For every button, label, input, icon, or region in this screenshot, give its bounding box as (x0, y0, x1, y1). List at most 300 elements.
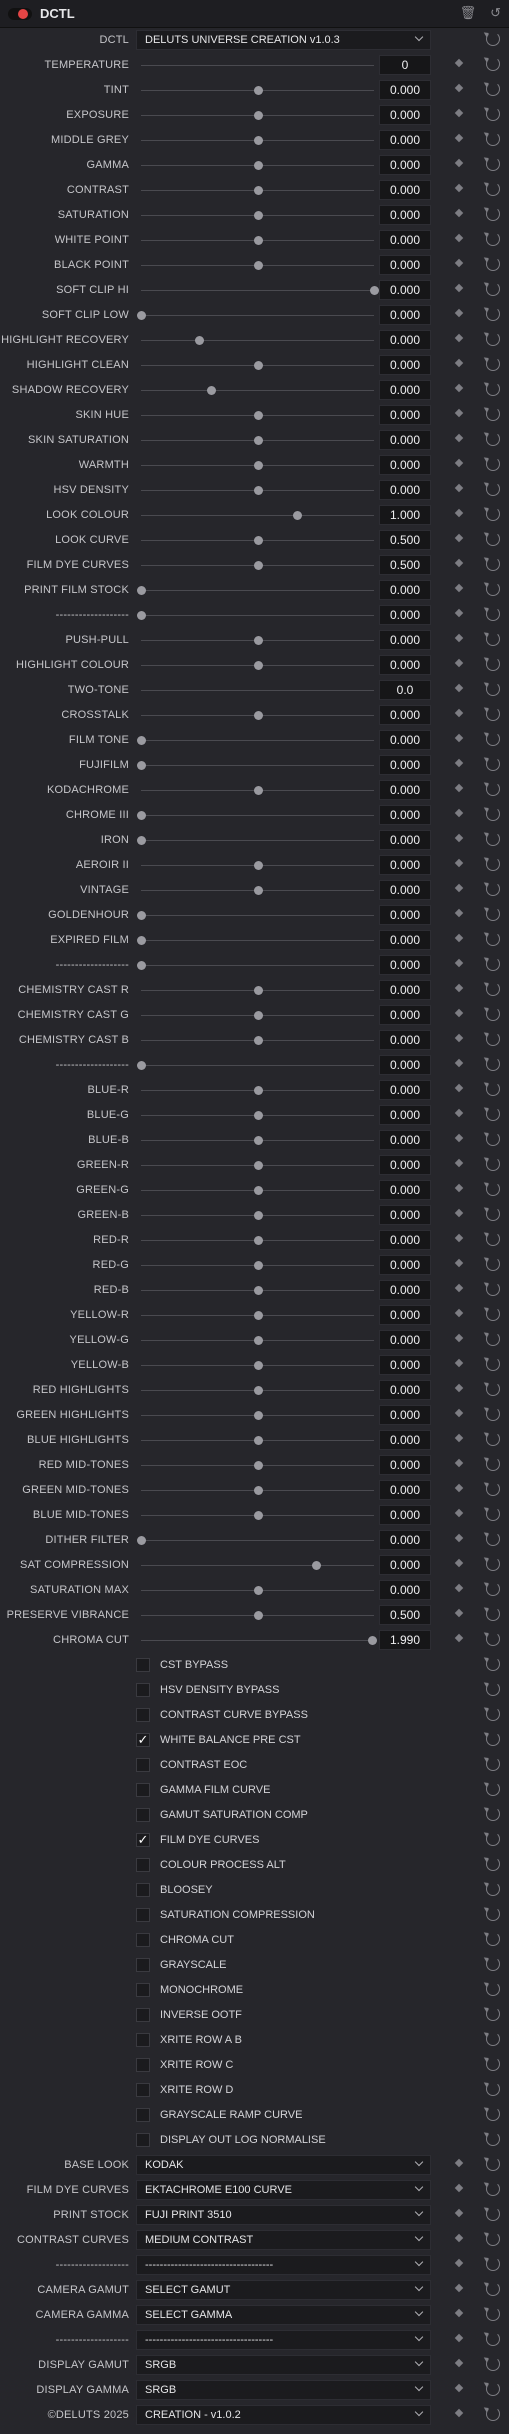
slider-handle[interactable] (254, 886, 263, 895)
keyframe-diamond-icon[interactable] (455, 2234, 463, 2242)
dropdown-select[interactable] (136, 2305, 431, 2325)
reset-icon[interactable] (486, 232, 500, 246)
value-field[interactable]: 0.000 (379, 1205, 431, 1225)
keyframe-diamond-icon[interactable] (455, 1634, 463, 1642)
slider-handle[interactable] (137, 1536, 146, 1545)
keyframe-diamond-icon[interactable] (455, 759, 463, 767)
value-field[interactable]: 0.000 (379, 1430, 431, 1450)
value-field[interactable]: 0.500 (379, 1605, 431, 1625)
reset-icon[interactable] (486, 1857, 500, 1871)
reset-icon[interactable] (486, 2107, 500, 2121)
keyframe-diamond-icon[interactable] (455, 334, 463, 342)
checkbox[interactable] (136, 2033, 150, 2047)
keyframe-diamond-icon[interactable] (455, 1509, 463, 1517)
keyframe-diamond-icon[interactable] (455, 1009, 463, 1017)
reset-icon[interactable] (486, 1057, 500, 1071)
reset-icon[interactable] (486, 1407, 500, 1421)
dropdown-select[interactable] (136, 2405, 431, 2425)
slider-track[interactable] (141, 1390, 374, 1391)
reset-icon[interactable] (486, 632, 500, 646)
keyframe-diamond-icon[interactable] (455, 2309, 463, 2317)
slider-handle[interactable] (254, 1436, 263, 1445)
reset-icon[interactable] (486, 2157, 500, 2171)
slider-track[interactable] (141, 1440, 374, 1441)
reset-icon[interactable] (486, 582, 500, 596)
slider-track[interactable] (141, 165, 374, 166)
slider-handle[interactable] (254, 1186, 263, 1195)
slider-handle[interactable] (254, 1461, 263, 1470)
reset-icon[interactable] (486, 832, 500, 846)
dropdown-select[interactable] (136, 2230, 431, 2250)
value-field[interactable]: 0.000 (379, 1405, 431, 1425)
slider-handle[interactable] (254, 1611, 263, 1620)
slider-track[interactable] (141, 315, 374, 316)
reset-icon[interactable] (486, 57, 500, 71)
checkbox[interactable] (136, 1808, 150, 1822)
keyframe-diamond-icon[interactable] (455, 109, 463, 117)
slider-track[interactable] (141, 665, 374, 666)
reset-icon[interactable] (486, 2257, 500, 2271)
reset-icon[interactable] (486, 207, 500, 221)
value-field[interactable]: 0.000 (379, 130, 431, 150)
keyframe-diamond-icon[interactable] (455, 1059, 463, 1067)
slider-handle[interactable] (137, 836, 146, 845)
reset-icon[interactable] (486, 1307, 500, 1321)
keyframe-diamond-icon[interactable] (455, 2209, 463, 2217)
reset-icon[interactable] (486, 1957, 500, 1971)
slider-track[interactable] (141, 1190, 374, 1191)
keyframe-diamond-icon[interactable] (455, 59, 463, 67)
slider-track[interactable] (141, 1565, 374, 1566)
slider-handle[interactable] (370, 286, 379, 295)
slider-handle[interactable] (254, 861, 263, 870)
reset-icon[interactable] (486, 2357, 500, 2371)
slider-track[interactable] (141, 615, 374, 616)
reset-icon[interactable] (486, 882, 500, 896)
slider-handle[interactable] (137, 311, 146, 320)
reset-icon[interactable] (486, 2007, 500, 2021)
keyframe-diamond-icon[interactable] (455, 2259, 463, 2267)
reset-icon[interactable] (486, 607, 500, 621)
value-field[interactable]: 0.000 (379, 455, 431, 475)
enable-toggle[interactable] (8, 8, 32, 20)
slider-handle[interactable] (312, 1561, 321, 1570)
slider-track[interactable] (141, 1040, 374, 1041)
slider-handle[interactable] (254, 1086, 263, 1095)
slider-handle[interactable] (254, 1361, 263, 1370)
slider-handle[interactable] (137, 736, 146, 745)
keyframe-diamond-icon[interactable] (455, 584, 463, 592)
value-field[interactable]: 0.000 (379, 330, 431, 350)
slider-track[interactable] (141, 1165, 374, 1166)
keyframe-diamond-icon[interactable] (455, 1284, 463, 1292)
reset-icon[interactable] (486, 1107, 500, 1121)
checkbox[interactable] (136, 1658, 150, 1672)
reset-icon[interactable] (486, 1882, 500, 1896)
keyframe-diamond-icon[interactable] (455, 2409, 463, 2417)
value-field[interactable]: 0.000 (379, 805, 431, 825)
slider-track[interactable] (141, 1465, 374, 1466)
keyframe-diamond-icon[interactable] (455, 709, 463, 717)
slider-track[interactable] (141, 565, 374, 566)
value-field[interactable]: 0.000 (379, 280, 431, 300)
checkbox[interactable] (136, 1783, 150, 1797)
reset-icon[interactable] (486, 1932, 500, 1946)
dropdown-select[interactable] (136, 2155, 431, 2175)
keyframe-diamond-icon[interactable] (455, 1159, 463, 1167)
keyframe-diamond-icon[interactable] (455, 934, 463, 942)
reset-icon[interactable] (486, 1607, 500, 1621)
reset-icon[interactable] (486, 1907, 500, 1921)
checkbox[interactable] (136, 2008, 150, 2022)
value-field[interactable]: 0.000 (379, 205, 431, 225)
slider-handle[interactable] (254, 136, 263, 145)
slider-track[interactable] (141, 465, 374, 466)
reset-icon[interactable] (486, 2082, 500, 2096)
reset-icon[interactable] (486, 1757, 500, 1771)
keyframe-diamond-icon[interactable] (455, 259, 463, 267)
reset-icon[interactable] (486, 132, 500, 146)
keyframe-diamond-icon[interactable] (455, 1309, 463, 1317)
slider-track[interactable] (141, 1615, 374, 1616)
keyframe-diamond-icon[interactable] (455, 659, 463, 667)
reset-icon[interactable] (486, 1257, 500, 1271)
slider-track[interactable] (141, 215, 374, 216)
keyframe-diamond-icon[interactable] (455, 209, 463, 217)
slider-track[interactable] (141, 490, 374, 491)
reset-icon[interactable] (486, 1207, 500, 1221)
keyframe-diamond-icon[interactable] (455, 859, 463, 867)
keyframe-diamond-icon[interactable] (455, 434, 463, 442)
slider-track[interactable] (141, 715, 374, 716)
keyframe-diamond-icon[interactable] (455, 1409, 463, 1417)
value-field[interactable]: 1.000 (379, 505, 431, 525)
slider-track[interactable] (141, 365, 374, 366)
keyframe-diamond-icon[interactable] (455, 1184, 463, 1192)
value-field[interactable]: 0.000 (379, 480, 431, 500)
reset-icon[interactable] (486, 182, 500, 196)
reset-icon[interactable] (486, 107, 500, 121)
checkbox[interactable]: ✓ (137, 1832, 149, 1847)
reset-icon[interactable] (486, 2132, 500, 2146)
slider-handle[interactable] (254, 1511, 263, 1520)
keyframe-diamond-icon[interactable] (455, 84, 463, 92)
slider-track[interactable] (141, 1515, 374, 1516)
reset-icon[interactable] (486, 382, 500, 396)
value-field[interactable]: 0.000 (379, 1580, 431, 1600)
reset-icon[interactable] (486, 2332, 500, 2346)
dropdown-select[interactable] (136, 2355, 431, 2375)
checkbox[interactable] (136, 2108, 150, 2122)
slider-track[interactable] (141, 765, 374, 766)
slider-handle[interactable] (137, 761, 146, 770)
slider-track[interactable] (141, 790, 374, 791)
slider-track[interactable] (141, 965, 374, 966)
slider-handle[interactable] (137, 586, 146, 595)
slider-handle[interactable] (254, 261, 263, 270)
keyframe-diamond-icon[interactable] (455, 784, 463, 792)
slider-track[interactable] (141, 690, 374, 691)
slider-handle[interactable] (254, 1411, 263, 1420)
slider-track[interactable] (141, 840, 374, 841)
slider-track[interactable] (141, 440, 374, 441)
reset-icon[interactable] (486, 1182, 500, 1196)
reset-icon[interactable] (486, 2057, 500, 2071)
reset-all-icon[interactable]: ↺ (490, 5, 501, 20)
reset-icon[interactable] (486, 957, 500, 971)
reset-icon[interactable] (486, 32, 500, 46)
reset-icon[interactable] (486, 407, 500, 421)
reset-icon[interactable] (486, 1132, 500, 1146)
slider-handle[interactable] (254, 1486, 263, 1495)
keyframe-diamond-icon[interactable] (455, 1109, 463, 1117)
keyframe-diamond-icon[interactable] (455, 1434, 463, 1442)
slider-track[interactable] (141, 1415, 374, 1416)
reset-icon[interactable] (486, 1357, 500, 1371)
keyframe-diamond-icon[interactable] (455, 534, 463, 542)
checkbox[interactable] (136, 2083, 150, 2097)
reset-icon[interactable] (486, 482, 500, 496)
value-field[interactable]: 0.000 (379, 1030, 431, 1050)
slider-track[interactable] (141, 1215, 374, 1216)
keyframe-diamond-icon[interactable] (455, 234, 463, 242)
keyframe-diamond-icon[interactable] (455, 459, 463, 467)
value-field[interactable]: 0.000 (379, 880, 431, 900)
reset-icon[interactable] (486, 857, 500, 871)
slider-track[interactable] (141, 1140, 374, 1141)
slider-handle[interactable] (254, 1036, 263, 1045)
slider-handle[interactable] (254, 1011, 263, 1020)
value-field[interactable]: 0.000 (379, 630, 431, 650)
reset-icon[interactable] (486, 532, 500, 546)
value-field[interactable]: 0.500 (379, 555, 431, 575)
slider-track[interactable] (141, 140, 374, 141)
reset-icon[interactable] (486, 1282, 500, 1296)
keyframe-diamond-icon[interactable] (455, 1534, 463, 1542)
reset-icon[interactable] (486, 1682, 500, 1696)
value-field[interactable]: 0.000 (379, 1230, 431, 1250)
slider-handle[interactable] (137, 611, 146, 620)
value-field[interactable]: 0.000 (379, 1355, 431, 1375)
value-field[interactable]: 0.000 (379, 155, 431, 175)
keyframe-diamond-icon[interactable] (455, 284, 463, 292)
slider-track[interactable] (141, 1490, 374, 1491)
keyframe-diamond-icon[interactable] (455, 1259, 463, 1267)
slider-track[interactable] (141, 1065, 374, 1066)
reset-icon[interactable] (486, 2032, 500, 2046)
slider-handle[interactable] (254, 536, 263, 545)
reset-icon[interactable] (486, 2382, 500, 2396)
value-field[interactable]: 0.000 (379, 905, 431, 925)
keyframe-diamond-icon[interactable] (455, 1609, 463, 1617)
reset-icon[interactable] (486, 1782, 500, 1796)
reset-icon[interactable] (486, 1157, 500, 1171)
value-field[interactable]: 0.000 (379, 180, 431, 200)
value-field[interactable]: 0.000 (379, 755, 431, 775)
slider-handle[interactable] (254, 186, 263, 195)
keyframe-diamond-icon[interactable] (455, 909, 463, 917)
value-field[interactable]: 0.000 (379, 430, 431, 450)
slider-handle[interactable] (254, 711, 263, 720)
checkbox[interactable] (136, 1958, 150, 1972)
checkbox[interactable] (136, 1983, 150, 1997)
reset-icon[interactable] (486, 1982, 500, 1996)
reset-icon[interactable] (486, 1557, 500, 1571)
checkbox[interactable] (136, 1858, 150, 1872)
slider-track[interactable] (141, 1015, 374, 1016)
slider-track[interactable] (141, 1340, 374, 1341)
reset-icon[interactable] (486, 707, 500, 721)
keyframe-diamond-icon[interactable] (455, 1234, 463, 1242)
reset-icon[interactable] (486, 1532, 500, 1546)
checkbox[interactable]: ✓ (137, 1732, 149, 1747)
slider-track[interactable] (141, 865, 374, 866)
slider-handle[interactable] (254, 1336, 263, 1345)
slider-track[interactable] (141, 415, 374, 416)
reset-icon[interactable] (486, 1632, 500, 1646)
slider-handle[interactable] (254, 661, 263, 670)
slider-handle[interactable] (254, 1286, 263, 1295)
reset-icon[interactable] (486, 1657, 500, 1671)
slider-handle[interactable] (254, 986, 263, 995)
slider-track[interactable] (141, 1590, 374, 1591)
reset-icon[interactable] (486, 1582, 500, 1596)
keyframe-diamond-icon[interactable] (455, 1134, 463, 1142)
keyframe-diamond-icon[interactable] (455, 684, 463, 692)
slider-track[interactable] (141, 115, 374, 116)
reset-icon[interactable] (486, 2207, 500, 2221)
slider-track[interactable] (141, 90, 374, 91)
keyframe-diamond-icon[interactable] (455, 309, 463, 317)
slider-track[interactable] (141, 290, 374, 291)
slider-handle[interactable] (137, 1061, 146, 1070)
reset-icon[interactable] (486, 1807, 500, 1821)
checkbox[interactable] (136, 2133, 150, 2147)
value-field[interactable]: 0.000 (379, 1055, 431, 1075)
slider-handle[interactable] (137, 811, 146, 820)
slider-handle[interactable] (254, 486, 263, 495)
value-field[interactable]: 0.000 (379, 730, 431, 750)
reset-icon[interactable] (486, 932, 500, 946)
keyframe-diamond-icon[interactable] (455, 159, 463, 167)
keyframe-diamond-icon[interactable] (455, 1459, 463, 1467)
keyframe-diamond-icon[interactable] (455, 984, 463, 992)
reset-icon[interactable] (486, 1032, 500, 1046)
reset-icon[interactable] (486, 2282, 500, 2296)
slider-track[interactable] (141, 590, 374, 591)
keyframe-diamond-icon[interactable] (455, 1084, 463, 1092)
value-field[interactable]: 0.000 (379, 1130, 431, 1150)
keyframe-diamond-icon[interactable] (455, 484, 463, 492)
value-field[interactable]: 0.000 (379, 1180, 431, 1200)
slider-track[interactable] (141, 1290, 374, 1291)
keyframe-diamond-icon[interactable] (455, 2159, 463, 2167)
reset-icon[interactable] (486, 1457, 500, 1471)
reset-icon[interactable] (486, 2307, 500, 2321)
slider-handle[interactable] (254, 411, 263, 420)
slider-handle[interactable] (137, 936, 146, 945)
reset-icon[interactable] (486, 807, 500, 821)
value-field[interactable]: 0.000 (379, 380, 431, 400)
slider-handle[interactable] (254, 436, 263, 445)
dropdown-select[interactable] (136, 2380, 431, 2400)
keyframe-diamond-icon[interactable] (455, 809, 463, 817)
slider-handle[interactable] (195, 336, 204, 345)
keyframe-diamond-icon[interactable] (455, 1334, 463, 1342)
reset-icon[interactable] (486, 1707, 500, 1721)
value-field[interactable]: 0.000 (379, 1255, 431, 1275)
value-field[interactable]: 0.000 (379, 780, 431, 800)
keyframe-diamond-icon[interactable] (455, 1209, 463, 1217)
slider-handle[interactable] (254, 1586, 263, 1595)
keyframe-diamond-icon[interactable] (455, 1384, 463, 1392)
keyframe-diamond-icon[interactable] (455, 184, 463, 192)
slider-track[interactable] (141, 740, 374, 741)
keyframe-diamond-icon[interactable] (455, 1359, 463, 1367)
reset-icon[interactable] (486, 332, 500, 346)
reset-icon[interactable] (486, 307, 500, 321)
value-field[interactable]: 0.000 (379, 1480, 431, 1500)
dropdown-select[interactable] (136, 2205, 431, 2225)
value-field[interactable]: 0.000 (379, 605, 431, 625)
keyframe-diamond-icon[interactable] (455, 134, 463, 142)
keyframe-diamond-icon[interactable] (455, 609, 463, 617)
slider-handle[interactable] (254, 236, 263, 245)
value-field[interactable]: 0.000 (379, 1105, 431, 1125)
reset-icon[interactable] (486, 82, 500, 96)
value-field[interactable]: 0.000 (379, 580, 431, 600)
value-field[interactable]: 0.000 (379, 980, 431, 1000)
keyframe-diamond-icon[interactable] (455, 1484, 463, 1492)
value-field[interactable]: 0.000 (379, 1555, 431, 1575)
slider-handle[interactable] (293, 511, 302, 520)
reset-icon[interactable] (486, 1832, 500, 1846)
reset-icon[interactable] (486, 732, 500, 746)
value-field[interactable]: 0.000 (379, 830, 431, 850)
value-field[interactable]: 0.0 (379, 680, 431, 700)
slider-track[interactable] (141, 1540, 374, 1541)
slider-handle[interactable] (254, 211, 263, 220)
slider-handle[interactable] (254, 1136, 263, 1145)
keyframe-diamond-icon[interactable] (455, 359, 463, 367)
dropdown-select[interactable] (136, 2255, 431, 2275)
slider-handle[interactable] (254, 636, 263, 645)
value-field[interactable]: 0.000 (379, 1530, 431, 1550)
value-field[interactable]: 0.000 (379, 255, 431, 275)
reset-icon[interactable] (486, 282, 500, 296)
keyframe-diamond-icon[interactable] (455, 2359, 463, 2367)
value-field[interactable]: 0.000 (379, 1330, 431, 1350)
slider-handle[interactable] (254, 1236, 263, 1245)
slider-track[interactable] (141, 515, 374, 516)
keyframe-diamond-icon[interactable] (455, 384, 463, 392)
slider-track[interactable] (141, 915, 374, 916)
reset-icon[interactable] (486, 557, 500, 571)
slider-handle[interactable] (254, 361, 263, 370)
slider-handle[interactable] (254, 1211, 263, 1220)
reset-icon[interactable] (486, 257, 500, 271)
value-field[interactable]: 0.000 (379, 1080, 431, 1100)
reset-icon[interactable] (486, 782, 500, 796)
keyframe-diamond-icon[interactable] (455, 2384, 463, 2392)
value-field[interactable]: 0.000 (379, 305, 431, 325)
value-field[interactable]: 0.000 (379, 1005, 431, 1025)
slider-handle[interactable] (254, 461, 263, 470)
reset-icon[interactable] (486, 1232, 500, 1246)
reset-icon[interactable] (486, 1382, 500, 1396)
slider-track[interactable] (141, 1265, 374, 1266)
reset-icon[interactable] (486, 457, 500, 471)
